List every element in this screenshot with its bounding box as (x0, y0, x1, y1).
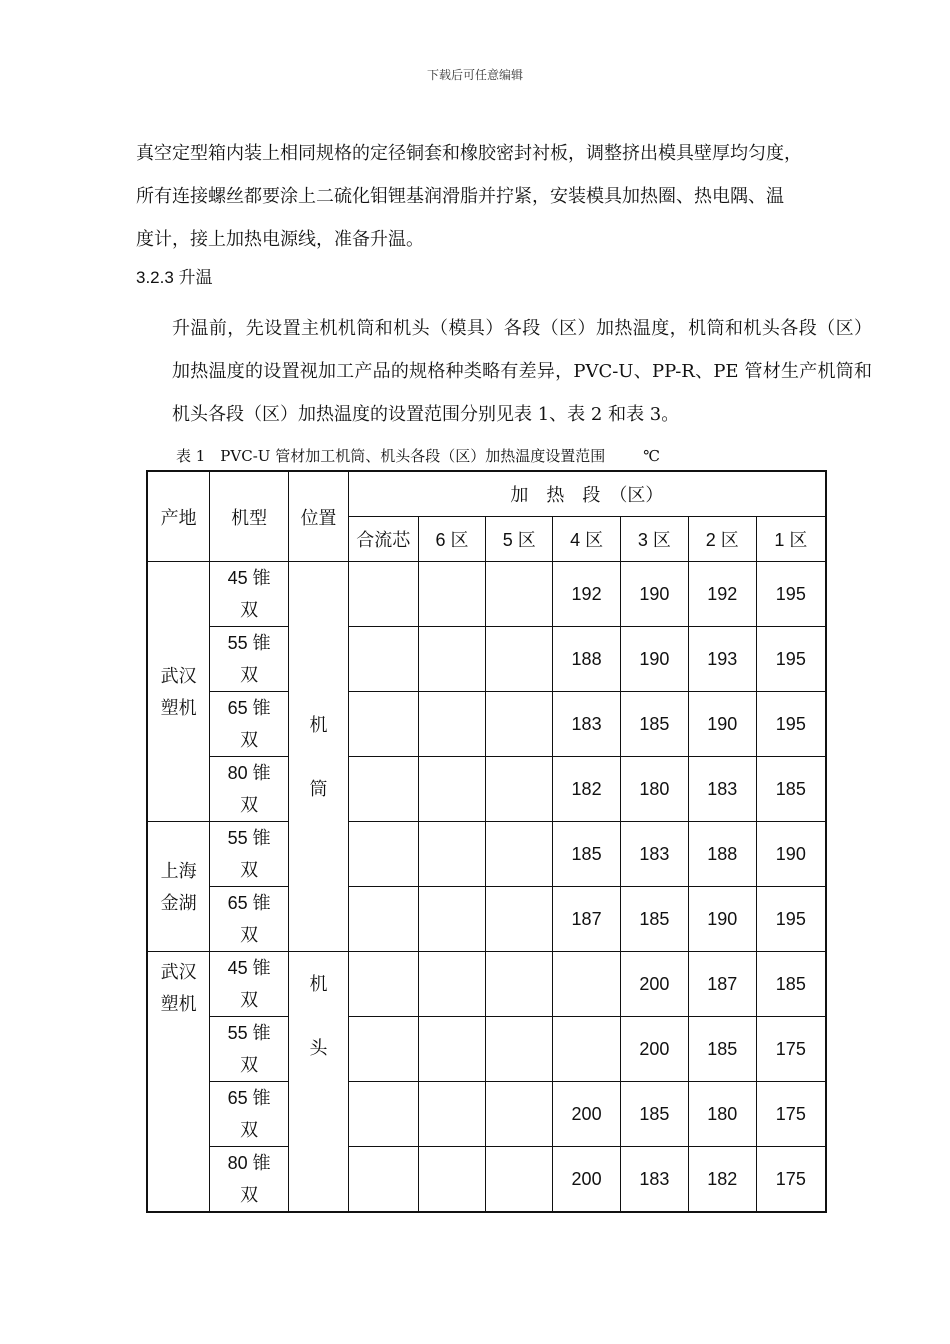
temperature-cell (486, 887, 553, 952)
temperature-cell: 192 (553, 562, 621, 627)
model-cell (210, 562, 289, 627)
temperature-cell: 200 (620, 952, 688, 1017)
temperature-cell (348, 1082, 418, 1147)
header-model: 机型 (210, 471, 289, 562)
position-cell (289, 562, 349, 952)
temperature-cell: 192 (688, 562, 756, 627)
model-text: 双 (240, 1120, 259, 1140)
temperature-cell (418, 822, 486, 887)
zone-header: 4 区 (553, 517, 621, 562)
temperature-cell (418, 692, 486, 757)
temperature-cell: 187 (553, 887, 621, 952)
temperature-cell: 190 (620, 627, 688, 692)
temperature-cell: 182 (553, 757, 621, 822)
temperature-cell (348, 562, 418, 627)
page-header: 下载后可任意编辑 (426, 68, 523, 82)
model-cell (210, 952, 289, 1017)
model-text: 双 (240, 795, 259, 815)
table-row (147, 952, 826, 1017)
temperature-cell: 188 (688, 822, 756, 887)
origin-cell (147, 822, 210, 952)
header-zone-group: 加 热 段 （区） (348, 471, 826, 517)
model-cell (210, 1147, 289, 1213)
temperature-cell (418, 1147, 486, 1213)
header-position: 位置 (289, 471, 349, 562)
model-text: 80 锥 (227, 763, 271, 783)
model-text: 双 (240, 925, 259, 945)
temperature-cell: 180 (620, 757, 688, 822)
position-text: 机 (309, 714, 328, 735)
table-row (147, 562, 826, 627)
paragraph-1 (136, 132, 836, 261)
origin-text: 塑机 (160, 697, 197, 718)
temperature-table (146, 470, 827, 1213)
model-cell (210, 1017, 289, 1082)
paragraph-2: 升温前，先设置主机机筒和机头（模具）各段（区）加热温度，机筒和机头各段（区）加热温度的设置视加工产品的规格种类略有差异，PVC-U、PP-R、PE 管材生产机筒和机头各段（区）加热温度的设置范围分别见表 1、表 2 和表 3。 (172, 318, 872, 425)
table-row (147, 1147, 826, 1213)
model-text: 55 锥 (227, 828, 271, 848)
temperature-cell (553, 1017, 621, 1082)
model-text: 双 (240, 665, 259, 685)
model-text: 双 (240, 860, 259, 880)
temperature-cell (486, 757, 553, 822)
model-cell (210, 692, 289, 757)
model-text: 双 (240, 990, 259, 1010)
temperature-cell: 183 (553, 692, 621, 757)
temperature-cell (418, 757, 486, 822)
temperature-cell: 183 (688, 757, 756, 822)
temperature-cell: 185 (620, 887, 688, 952)
table-caption-text: 表 1 PVC-U 管材加工机筒、机头各段（区）加热温度设置范围 (176, 447, 606, 465)
model-text: 双 (240, 730, 259, 750)
temperature-cell: 175 (756, 1147, 826, 1213)
model-text: 80 锥 (227, 1153, 271, 1173)
model-cell (210, 757, 289, 822)
zone-header: 5 区 (486, 517, 553, 562)
temperature-cell: 200 (620, 1017, 688, 1082)
temperature-cell: 185 (553, 822, 621, 887)
model-text: 双 (240, 1055, 259, 1075)
temperature-cell (418, 952, 486, 1017)
temperature-cell (486, 1017, 553, 1082)
temperature-cell: 200 (553, 1147, 621, 1213)
temperature-cell (553, 952, 621, 1017)
model-text: 65 锥 (227, 893, 271, 913)
temperature-cell: 175 (756, 1082, 826, 1147)
model-text: 45 锥 (227, 568, 271, 588)
temperature-cell: 190 (688, 887, 756, 952)
origin-text: 上海 (160, 860, 197, 881)
origin-text: 武汉 (160, 962, 197, 982)
temperature-cell: 183 (620, 1147, 688, 1213)
temperature-cell (348, 887, 418, 952)
table-row (147, 1082, 826, 1147)
table-row (147, 822, 826, 887)
temperature-cell: 190 (756, 822, 826, 887)
paragraph-1-line: 真空定型箱内装上相同规格的定径铜套和橡胶密封衬板，调整挤出模具壁厚均匀度， (136, 143, 802, 164)
model-cell (210, 627, 289, 692)
table-row (147, 627, 826, 692)
temperature-cell (418, 562, 486, 627)
model-text: 45 锥 (227, 958, 271, 978)
temperature-cell (418, 1082, 486, 1147)
table-caption (176, 445, 660, 466)
temperature-cell: 200 (553, 1082, 621, 1147)
origin-text: 金湖 (160, 892, 197, 913)
temperature-cell: 180 (688, 1082, 756, 1147)
temperature-cell: 183 (620, 822, 688, 887)
position-text: 机 (309, 974, 328, 994)
temperature-cell (348, 627, 418, 692)
model-text: 55 锥 (227, 1023, 271, 1043)
table-row (147, 757, 826, 822)
temperature-cell (486, 1147, 553, 1213)
paragraph-1-line: 所有连接螺丝都要涂上二硫化钼锂基润滑脂并拧紧，安装模具加热圈、热电隅、温 (136, 186, 784, 207)
temperature-cell (348, 1147, 418, 1213)
temperature-cell: 195 (756, 692, 826, 757)
temperature-cell (486, 822, 553, 887)
table-row (147, 1017, 826, 1082)
model-text: 65 锥 (227, 1088, 271, 1108)
position-cell (289, 952, 349, 1213)
temperature-cell: 185 (620, 692, 688, 757)
zone-header: 合流芯 (348, 517, 418, 562)
temperature-cell: 182 (688, 1147, 756, 1213)
model-text: 55 锥 (227, 633, 271, 653)
zone-header: 3 区 (620, 517, 688, 562)
model-text: 双 (240, 1185, 259, 1205)
model-cell (210, 1082, 289, 1147)
temperature-cell (486, 1082, 553, 1147)
temperature-cell (418, 627, 486, 692)
temperature-cell (348, 1017, 418, 1082)
temperature-cell: 185 (620, 1082, 688, 1147)
table-row (147, 692, 826, 757)
header-origin: 产地 (147, 471, 210, 562)
temperature-cell (486, 692, 553, 757)
model-cell (210, 822, 289, 887)
model-text: 65 锥 (227, 698, 271, 718)
temperature-cell (486, 952, 553, 1017)
table-unit: ℃ (643, 447, 660, 465)
temperature-cell: 193 (688, 627, 756, 692)
model-cell (210, 887, 289, 952)
temperature-cell: 190 (620, 562, 688, 627)
temperature-cell (348, 692, 418, 757)
origin-text: 武汉 (160, 665, 197, 686)
section-title: 3.2.3 升温 (136, 268, 213, 287)
temperature-cell (348, 952, 418, 1017)
temperature-cell: 188 (553, 627, 621, 692)
temperature-cell (418, 887, 486, 952)
temperature-cell: 185 (688, 1017, 756, 1082)
paragraph-1-line: 度计，接上加热电源线，准备升温。 (136, 229, 424, 250)
zone-header: 2 区 (688, 517, 756, 562)
temperature-cell: 195 (756, 562, 826, 627)
temperature-cell (348, 822, 418, 887)
temperature-cell (486, 627, 553, 692)
position-text: 筒 (309, 778, 328, 799)
temperature-cell: 195 (756, 887, 826, 952)
zone-header: 1 区 (756, 517, 826, 562)
position-text: 头 (309, 1038, 328, 1058)
model-text: 双 (240, 600, 259, 620)
temperature-cell: 175 (756, 1017, 826, 1082)
temperature-cell (486, 562, 553, 627)
temperature-cell: 185 (756, 952, 826, 1017)
temperature-cell (348, 757, 418, 822)
temperature-cell: 187 (688, 952, 756, 1017)
zone-header: 6 区 (418, 517, 486, 562)
temperature-cell: 190 (688, 692, 756, 757)
origin-cell (147, 562, 210, 822)
origin-cell (147, 952, 210, 1213)
temperature-cell: 195 (756, 627, 826, 692)
origin-text: 塑机 (160, 994, 197, 1014)
table-row (147, 887, 826, 952)
temperature-cell (418, 1017, 486, 1082)
temperature-cell: 185 (756, 757, 826, 822)
